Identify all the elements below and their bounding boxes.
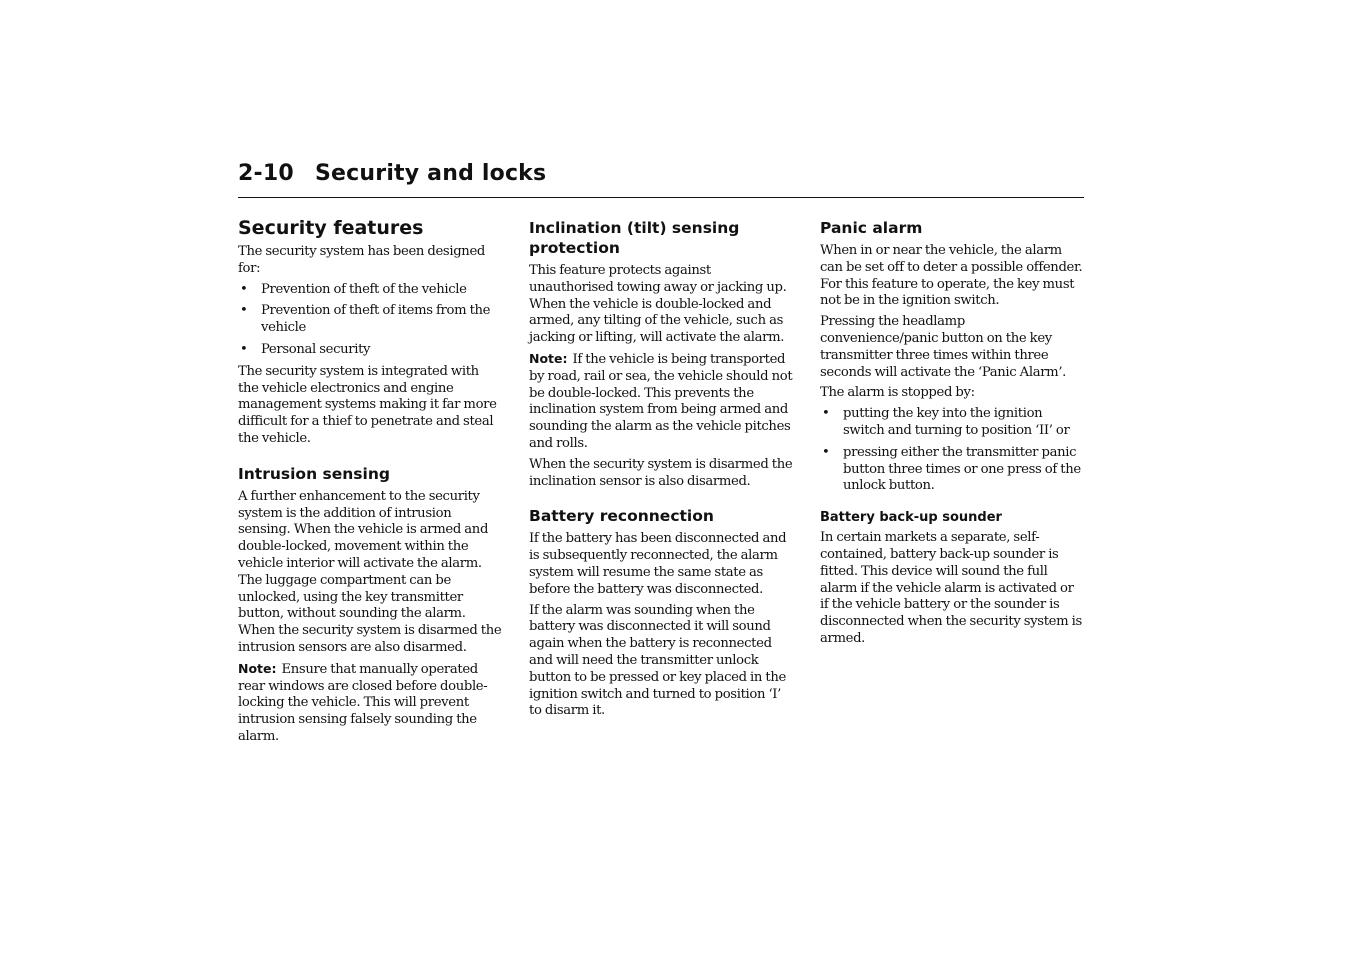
list-item bbox=[238, 342, 502, 359]
heading-battery-backup-sounder: Battery back-up sounder bbox=[820, 510, 1002, 526]
intro-paragraph: The security system has been designed for: bbox=[238, 244, 485, 276]
heading-battery-reconnection: Battery reconnection bbox=[529, 507, 714, 526]
inclination-paragraph: This feature protects against unauthorised towing away or jacking up. When the vehicle is double-locked and armed, any tilting of the vehicle, such as jacking or lifting, will activate the alarm. bbox=[529, 263, 787, 346]
heading-panic-alarm: Panic alarm bbox=[820, 219, 923, 237]
heading-intrusion-sensing: Intrusion sensing bbox=[238, 464, 390, 483]
battery-paragraph-2: If the alarm was sounding when the battery was disconnected it will sound again when the battery is reconnected and will need the transmitter unlock button to be pressed or key placed in the ignition switch and turned to position ‘I’ to disarm it. bbox=[529, 602, 786, 719]
page-header bbox=[238, 160, 1084, 198]
heading-security-features: Security features bbox=[238, 217, 424, 239]
intrusion-note bbox=[238, 661, 502, 746]
alarm-stop-list bbox=[820, 406, 1084, 495]
features-list bbox=[238, 282, 502, 359]
battery-paragraph-1: If the battery has been disconnected and is subsequently reconnected, the alarm system will resume the same state as before the battery was disconnected. bbox=[529, 531, 787, 597]
intrusion-paragraph: A further enhancement to the security system is the addition of intrusion sensing. When the vehicle is armed and double-locked, movement within the vehicle interior will activate the alarm. The luggage compartment can be unlocked, using the key transmitter button, without sounding the alarm. When the security system is disarmed the intrusion sensors are also disarmed. bbox=[238, 488, 502, 655]
column-1 bbox=[238, 214, 502, 750]
heading-inclination-sensing: Inclination (tilt) sensing protection bbox=[529, 219, 740, 257]
inclination-disarmed-paragraph: When the security system is disarmed the inclination sensor is also disarmed. bbox=[529, 456, 793, 489]
bullet-icon: • bbox=[822, 444, 830, 460]
list-item bbox=[238, 282, 502, 299]
bullet-icon: • bbox=[240, 341, 248, 357]
note-label: Note: bbox=[529, 350, 568, 366]
column-2 bbox=[529, 214, 793, 724]
bullet-icon: • bbox=[822, 406, 830, 422]
note-label: Note: bbox=[238, 660, 277, 676]
note-text: If the vehicle is being transported by road, rail or sea, the vehicle should not be double-locked. This prevents the inclination system from being armed and sounding the alarm as the vehicle pitches and rolls. bbox=[529, 351, 793, 451]
bullet-icon: • bbox=[240, 281, 248, 297]
list-item-text: putting the key into the ignition switch and turning to position ‘II’ or bbox=[843, 406, 1070, 438]
list-item-text: Prevention of theft of the vehicle bbox=[261, 281, 467, 297]
list-item bbox=[820, 445, 1084, 495]
section-title: Security and locks bbox=[315, 161, 547, 186]
note-text: Ensure that manually operated rear windows are closed before double-locking the vehicle. This will prevent intrusion sensing falsely sounding the alarm. bbox=[238, 661, 488, 744]
list-item-text: pressing either the transmitter panic button three times or one press of the unlock button. bbox=[843, 444, 1081, 494]
bullet-icon: • bbox=[240, 303, 248, 319]
sounder-paragraph: In certain markets a separate, self-contained, battery back-up sounder is fitted. This device will sound the full alarm if the vehicle alarm is activated or if the vehicle battery or the sounder is disconnected when the security system is armed. bbox=[820, 530, 1082, 646]
page-number: 2-10 bbox=[238, 161, 294, 186]
list-item-text: Personal security bbox=[261, 341, 371, 357]
list-item bbox=[238, 303, 502, 337]
integration-paragraph: The security system is integrated with the vehicle electronics and engine management systems making it far more difficult for a thief to penetrate and steal the vehicle. bbox=[238, 363, 497, 446]
panic-paragraph-2: Pressing the headlamp convenience/panic button on the key transmitter three times within three seconds will activate the ‘Panic Alarm’. bbox=[820, 314, 1067, 380]
list-item bbox=[820, 406, 1084, 440]
list-item-text: Prevention of theft of items from the vehicle bbox=[261, 303, 491, 336]
alarm-stopped-by: The alarm is stopped by: bbox=[820, 385, 975, 401]
column-3 bbox=[820, 214, 1084, 652]
panic-paragraph-1: When in or near the vehicle, the alarm can be set off to deter a possible offender. For this feature to operate, the key must not be in the ignition switch. bbox=[820, 243, 1083, 309]
inclination-note bbox=[529, 351, 793, 453]
